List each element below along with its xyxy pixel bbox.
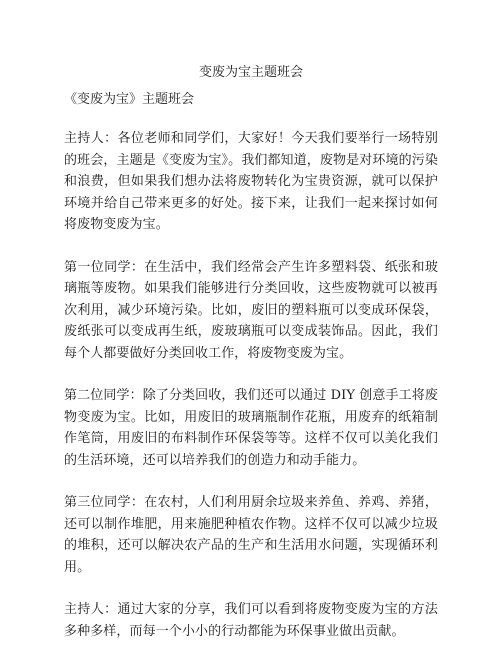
document-title: 变废为宝主题班会: [198, 65, 303, 80]
paragraph-host-summary: 主持人：通过大家的分享，我们可以看到将废物变废为宝的方法多种多样，而每一个小小的行动都能为环保事业做出贡献。: [64, 602, 438, 639]
paragraph-first-student: 第一位同学：在生活中，我们经常会产生许多塑料袋、纸张和玻璃瓶等废物。如果我们能够进行分类回收，这些废物就可以被再次利用，减少环境污染。比如，废旧的塑料瓶可以变成环保袋，废纸张可以变成再生纸，废玻璃瓶可以变成装饰品。因此，我们每个人都要做好分类回收工作，将废物变废为宝。: [64, 259, 438, 361]
paragraph-third-student: 第三位同学：在农村，人们利用厨余垃圾来养鱼、养鸡、养猪，还可以制作堆肥，用来施肥种植农作物。这样不仅可以减少垃圾的堆积，还可以解决农产品的生产和生活用水问题，实现循环利用。: [64, 495, 438, 575]
document-subtitle: 《变废为宝》主题班会: [64, 92, 195, 107]
document-body: [64, 128, 438, 642]
paragraph-host-intro: 主持人：各位老师和同学们，大家好！今天我们要举行一场特别的班会，主题是《变废为宝》。我们都知道，废物是对环境的污染和浪费，但如果我们想办法将废物转化为宝贵资源，就可以保护环境并给自己带来更多的好处。接下来，让我们一起来探讨如何将废物变废为宝。: [64, 131, 438, 232]
paragraph-second-student: 第二位同学：除了分类回收，我们还可以通过 DIY 创意手工将废物变废为宝。比如，用废旧的玻璃瓶制作花瓶，用废弃的纸箱制作笔筒，用废旧的布料制作环保袋等等。这样不仅可以美化我们的生活环境，还可以培养我们的创造力和动手能力。: [64, 388, 438, 468]
